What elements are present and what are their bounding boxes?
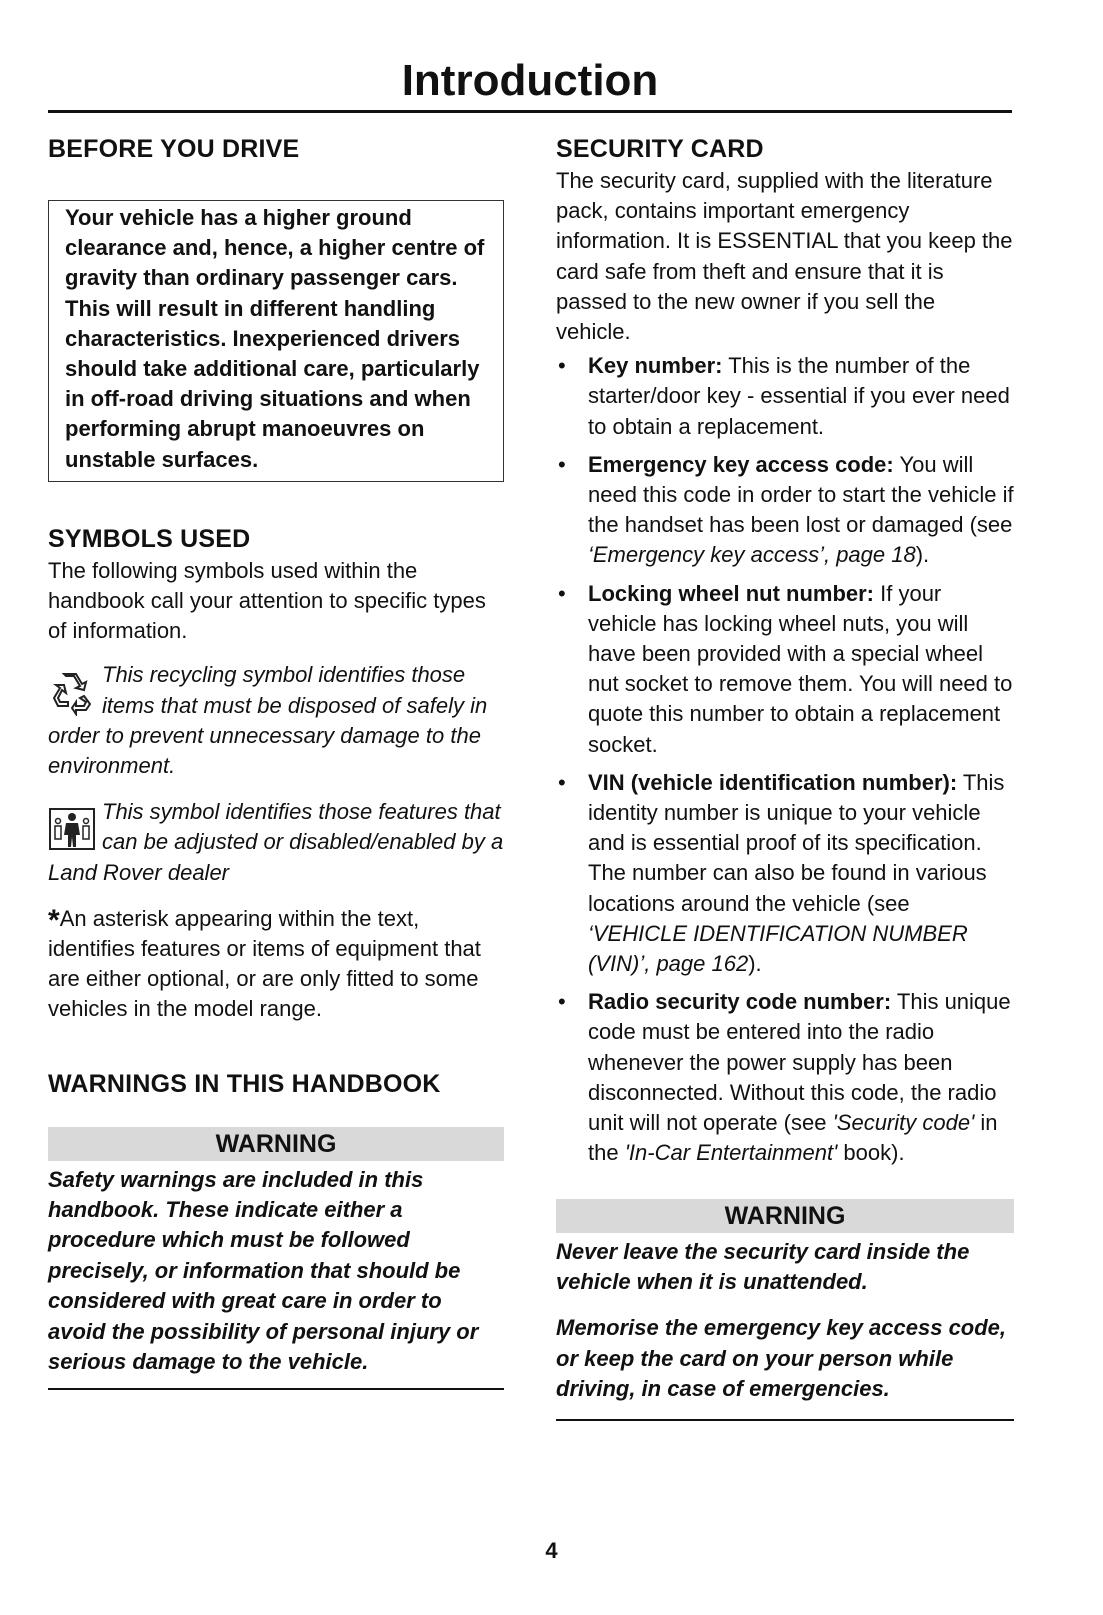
security-card-heading: SECURITY CARD — [556, 135, 764, 163]
bullet-radio-security-code — [556, 987, 1014, 1168]
bullet-term: Locking wheel nut number: — [588, 580, 875, 606]
right-warning-rule — [556, 1419, 1014, 1421]
bullet-text: This unique code must be entered into the radio whenever the power supply has been disconnected. Without this code, the radio unit will not operate (see — [588, 989, 1011, 1136]
left-warning-text: Safety warnings are included in this handbook. These indicate either a procedure which must be followed precisely, or information that should be considered with great care in order to avoid the possibility of personal injury or serious damage to the vehicle. — [48, 1166, 479, 1375]
bullet-text-end: ). — [748, 951, 762, 977]
recycle-symbol-entry — [48, 660, 504, 781]
asterisk-note — [48, 904, 504, 1025]
right-warning-text-1: Never leave the security card inside the vehicle when it is unattended. — [556, 1238, 970, 1294]
left-warning-rule — [48, 1388, 504, 1390]
bullet-term: Emergency key access code: — [588, 451, 894, 477]
right-warning-bar: WARNING — [556, 1199, 1014, 1233]
dealer-symbol-text: This symbol identifies those features that can be adjusted or disabled/enabled by a Land Rover dealer — [48, 799, 504, 885]
bullet-glyph: • — [558, 353, 566, 379]
recycling-icon — [48, 668, 96, 716]
symbols-intro: The following symbols used within the handbook call your attention to specific types of information. — [48, 557, 486, 644]
bullet-term: Radio security code number: — [588, 989, 892, 1015]
bullet-glyph: • — [558, 451, 566, 477]
bullet-locking-wheel-nut — [556, 579, 1014, 760]
right-warning-text-2: Memorise the emergency key access code, or keep the card on your person while driving, in case of emergencies. — [556, 1315, 1007, 1402]
asterisk-symbol: * — [48, 903, 60, 937]
bullet-term: Key number: — [588, 353, 723, 379]
cross-reference: 'Security code' — [832, 1110, 975, 1136]
right-column — [556, 132, 1014, 1421]
warnings-heading: WARNINGS IN THIS HANDBOOK — [48, 1069, 441, 1098]
bullet-text-end: ). — [915, 542, 930, 568]
bullet-glyph: • — [558, 769, 566, 795]
symbols-used-heading: SYMBOLS USED — [48, 524, 251, 553]
bullet-key-number — [556, 351, 1014, 442]
cross-reference: ‘Emergency key access’, page 18 — [588, 542, 916, 568]
bullet-term: VIN (vehicle identification number): — [588, 769, 958, 795]
left-column — [48, 132, 504, 1390]
dealer-icon — [48, 805, 96, 853]
bullet-text: This identity number is unique to your vehicle and is essential proof of its specification. The number can also be found in various locations around the vehicle (see — [588, 769, 1005, 916]
bullet-text-end: book). — [837, 1140, 905, 1166]
bullet-text: This is the number of the starter/door key - essential if you ever need to obtain a replacement. — [588, 353, 1010, 439]
dealer-symbol-entry — [48, 797, 504, 888]
bullet-vin — [556, 768, 1014, 979]
bullet-text: You will need this code in order to start the vehicle if the handset has been lost or damaged (see — [588, 451, 1014, 538]
security-intro: The security card, supplied with the literature pack, contains important emergency information. It is ESSENTIAL that you keep the card safe from theft and ensure that it is passed to the new owner if you sell the vehicle. — [556, 168, 1013, 345]
left-warning-bar: WARNING — [48, 1127, 504, 1161]
asterisk-text: An asterisk appearing within the text, identifies features or items of equipment that are either optional, or are only fitted to some vehicles in the model range. — [48, 905, 481, 1022]
bullet-glyph: • — [558, 580, 566, 606]
bullet-emergency-key-code — [556, 450, 1014, 571]
page-number: 4 — [545, 1538, 558, 1563]
page-title: Introduction — [401, 56, 659, 105]
bullet-text: If your vehicle has locking wheel nuts, you will have been provided with a special wheel nut socket to remove them. You will need to quote this number to obtain a replacement socket. — [588, 580, 1013, 757]
title-rule — [48, 110, 1012, 113]
bullet-text-mid: in the — [588, 1110, 998, 1166]
cross-reference: ‘VEHICLE IDENTIFICATION NUMBER (VIN)’, page 162 — [588, 920, 968, 977]
security-bullet-list — [556, 351, 1014, 1168]
before-you-drive-box: Your vehicle has a higher ground clearance and, hence, a higher centre of gravity than ordinary passenger cars. This will result in different handling characteristics. Inexperienced drivers should take additional care, particularly in off-road driving situations and when performing abrupt manoeuvres on unstable surfaces. — [48, 200, 504, 482]
bullet-glyph: • — [558, 989, 566, 1015]
recycle-symbol-text: This recycling symbol identifies those items that must be disposed of safely in order to prevent unnecessary damage to the environment. — [48, 662, 488, 779]
before-you-drive-heading: BEFORE YOU DRIVE — [48, 135, 300, 163]
cross-reference: 'In-Car Entertainment' — [624, 1140, 838, 1166]
